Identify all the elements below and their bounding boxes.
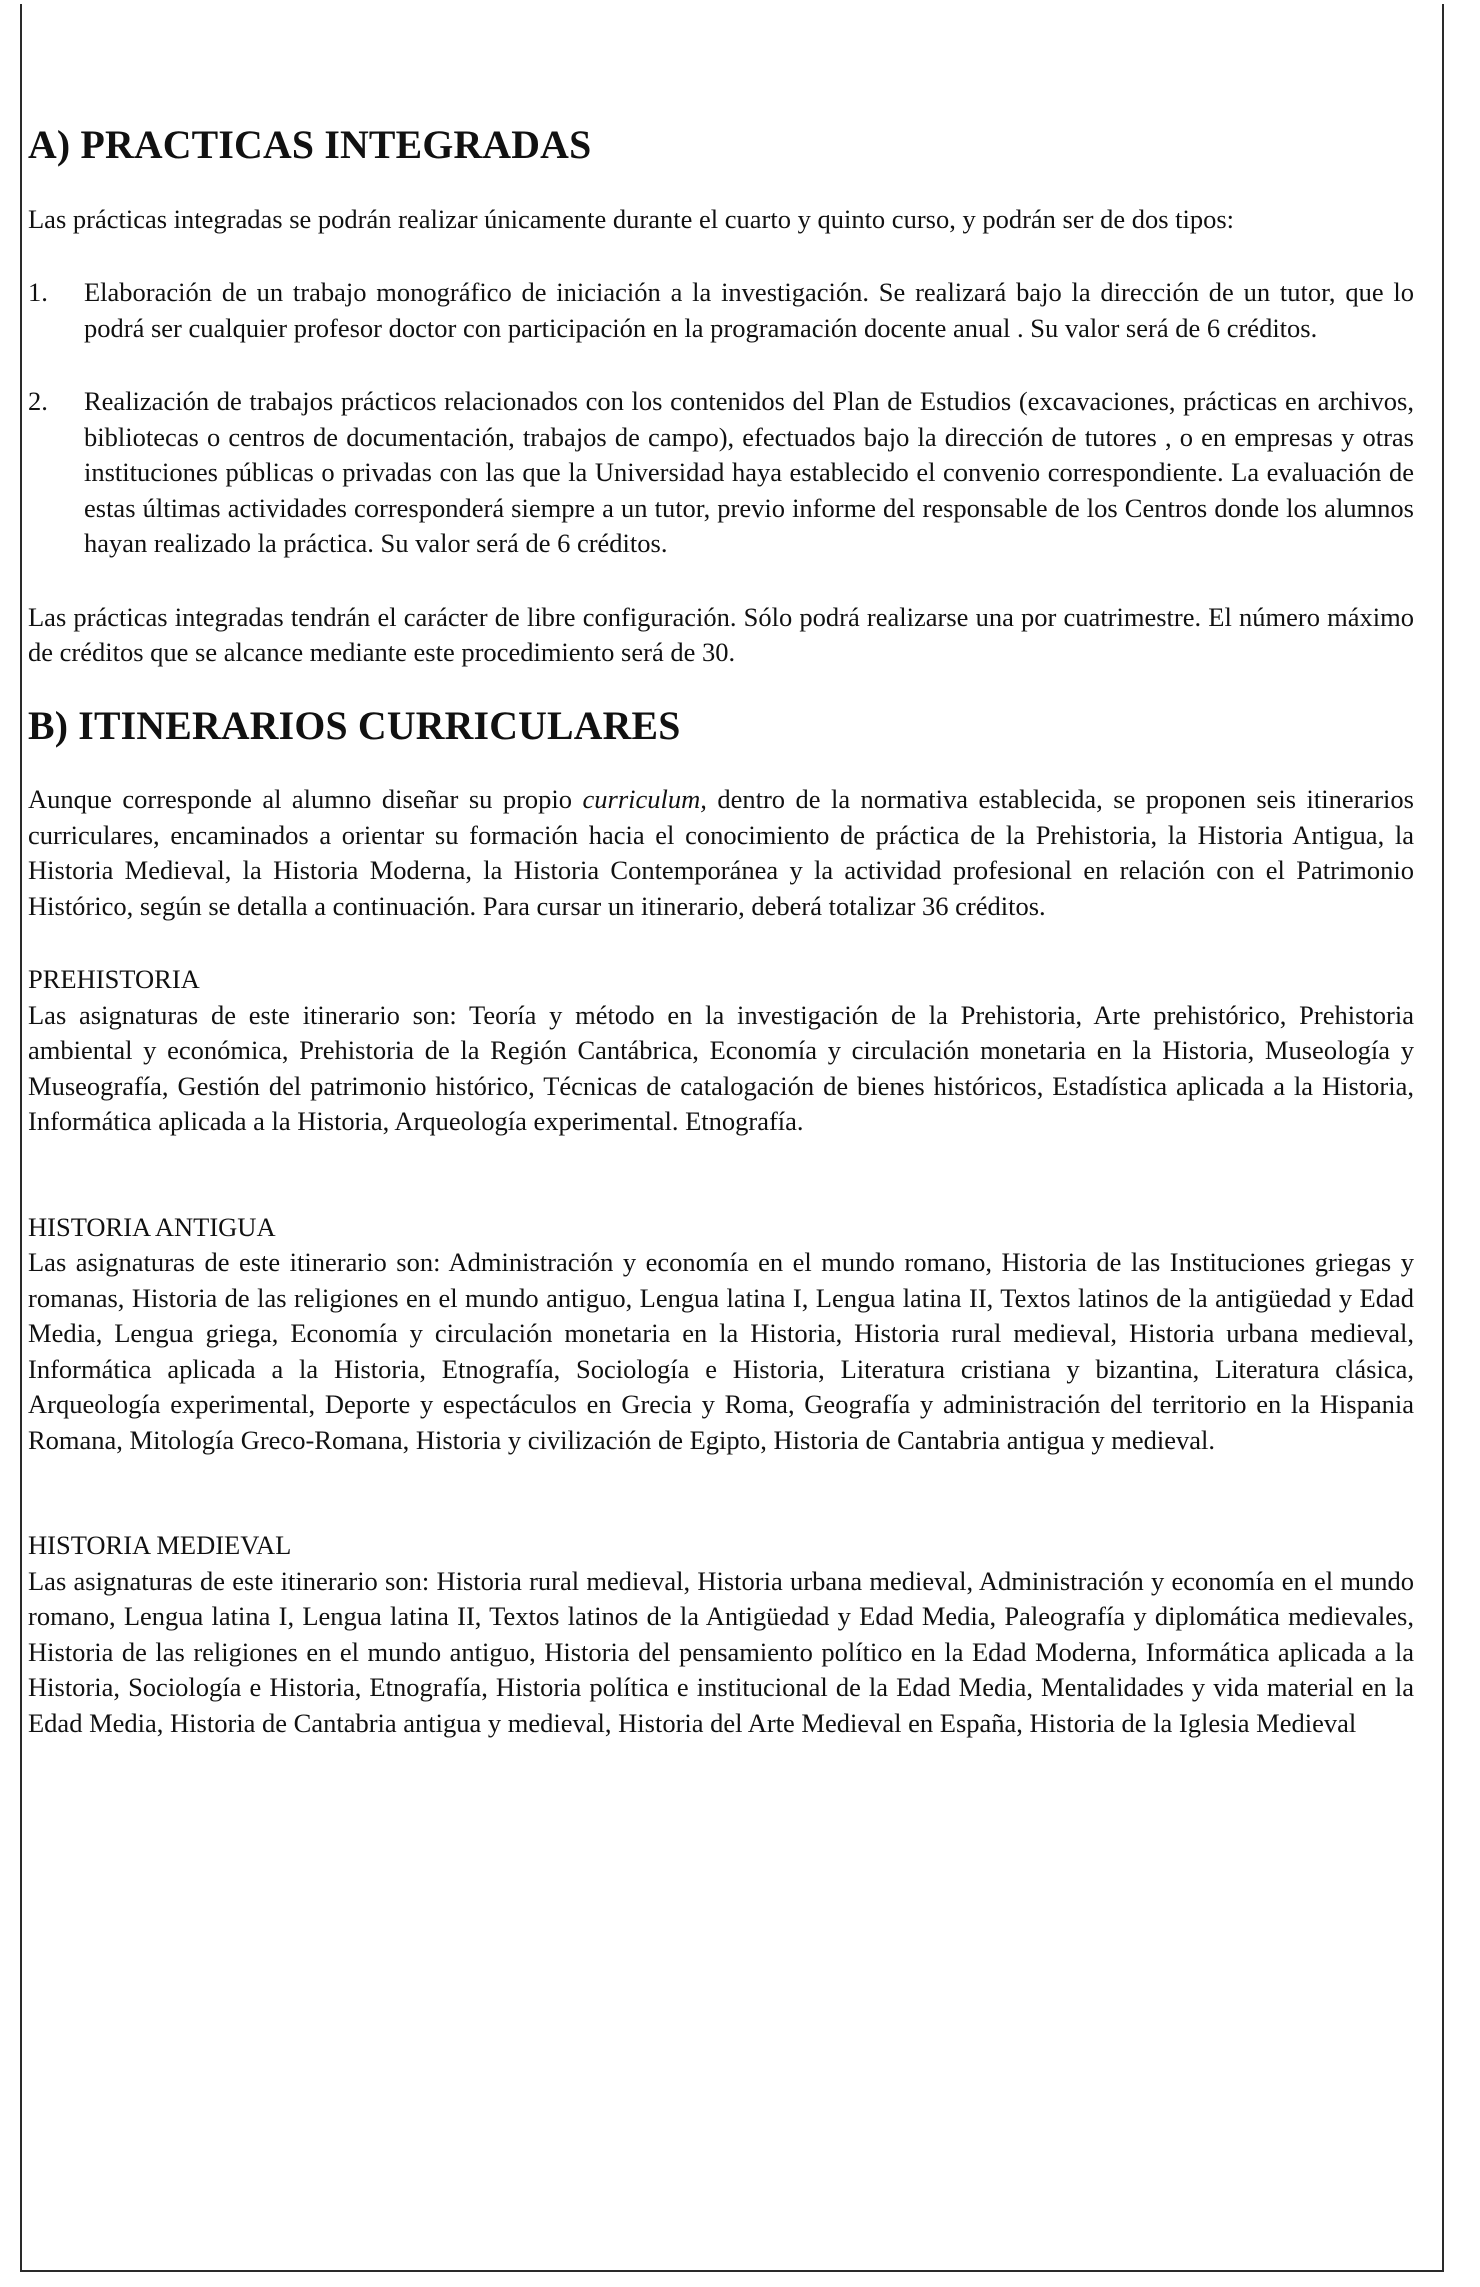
itinerary-title: HISTORIA MEDIEVAL	[28, 1530, 292, 1560]
itinerary-subjects: Las asignaturas de este itinerario son: Teoría y método en la investigación de la Prehistoria, Arte prehistórico, Prehistoria ambiental y económica, Prehistoria de la Región Cantábrica, Economía y circulación monetaria en la Historia, Museología y Museografía, Gestión del patrimonio histórico, Técnicas de catalogación de bienes históricos, Estadística aplicada a la Historia, Informática aplicada a la Historia, Arqueología experimental. Etnografía.	[28, 999, 1414, 1136]
document-body	[28, 123, 1414, 1741]
itinerary-title: HISTORIA ANTIGUA	[28, 1211, 276, 1242]
itinerary-prehistoria	[28, 962, 1414, 1140]
intro-text-end: dentro de la normativa establecida, se proponen seis itinerarios curriculares, encaminados a orientar su formación hacia el conocimiento de práctica de la Prehistoria, la Historia Antigua, la Historia Medieval, la Historia Moderna, la Historia Contemporánea y la actividad profesional en relación con el Patrimonio Histórico, según se detalla a continuación. Para cursar un itinerario, deberá totalizar 36 créditos.	[28, 784, 1414, 921]
section-b-intro	[28, 782, 1414, 924]
section-a-heading: A) PRACTICAS INTEGRADAS	[28, 123, 592, 167]
practice-type-list	[28, 275, 1414, 562]
list-item-text: Realización de trabajos prácticos relacionados con los contenidos del Plan de Estudios (excavaciones, prácticas en archivos, bibliotecas o centros de documentación, trabajos de campo), efectuados bajo la dirección de tutores , o en empresas y otras instituciones públicas o privadas con las que la Universidad haya establecido el convenio correspondiente. La evaluación de estas últimas actividades corresponderá siempre a un tutor, previo informe del responsable de los Centros donde los alumnos hayan realizado la práctica. Su valor será de 6 créditos.	[84, 386, 1414, 558]
itinerary-subjects: Las asignaturas de este itinerario son: Administración y economía en el mundo romano, Historia de las Instituciones griegas y romanas, Historia de las religiones en el mundo antiguo, Lengua latina I, Lengua latina II, Textos latinos de la antigüedad y Edad Media, Lengua griega, Economía y circulación monetaria en la Historia, Historia rural medieval, Historia urbana medieval, Informática aplicada a la Historia, Etnografía, Sociología e Historia, Literatura cristiana y bizantina, Literatura clásica, Arqueología experimental, Deporte y espectáculos en Grecia y Roma, Geografía y administración del territorio en la Hispania Romana, Mitología Greco-Romana, Historia y civilización de Egipto, Historia de Cantabria antigua y medieval.	[28, 1247, 1414, 1455]
intro-italic-term: curriculum,	[582, 784, 707, 814]
list-item	[28, 275, 1414, 346]
list-item-number: 1.	[28, 277, 48, 307]
intro-text-start: Aunque corresponde al alumno diseñar su propio	[28, 784, 583, 814]
list-item	[28, 384, 1414, 562]
list-item-number: 2.	[28, 386, 48, 416]
section-a-closing: Las prácticas integradas tendrán el carácter de libre configuración. Sólo podrá realizarse una por cuatrimestre. El número máximo de créditos que se alcance mediante este procedimiento será de 30.	[28, 601, 1414, 667]
section-b-heading: B) ITINERARIOS CURRICULARES	[28, 703, 681, 748]
itinerary-title: PREHISTORIA	[28, 964, 200, 994]
section-a-intro: Las prácticas integradas se podrán realizar únicamente durante el cuarto y quinto curso, y podrán ser de dos tipos:	[28, 203, 1235, 234]
itinerary-historia-antigua	[28, 1210, 1414, 1459]
itinerary-subjects: Las asignaturas de este itinerario son: Historia rural medieval, Historia urbana medieval, Administración y economía en el mundo romano, Lengua latina I, Lengua latina II, Textos latinos de la Antigüedad y Edad Media, Paleografía y diplomática medievales, Historia de las religiones en el mundo antiguo, Historia del pensamiento político en la Edad Moderna, Informática aplicada a la Historia, Sociología e Historia, Etnografía, Historia política e institucional de la Edad Media, Mentalidades y vida material en la Edad Media, Historia de Cantabria antigua y medieval, Historia del Arte Medieval en España, Historia de la Iglesia Medieval	[28, 1565, 1414, 1738]
itinerary-historia-medieval	[28, 1528, 1414, 1741]
list-item-text: Elaboración de un trabajo monográfico de iniciación a la investigación. Se realizará bajo la dirección de un tutor, que lo podrá ser cualquier profesor doctor con participación en la programación docente anual . Su valor será de 6 créditos.	[84, 277, 1414, 343]
